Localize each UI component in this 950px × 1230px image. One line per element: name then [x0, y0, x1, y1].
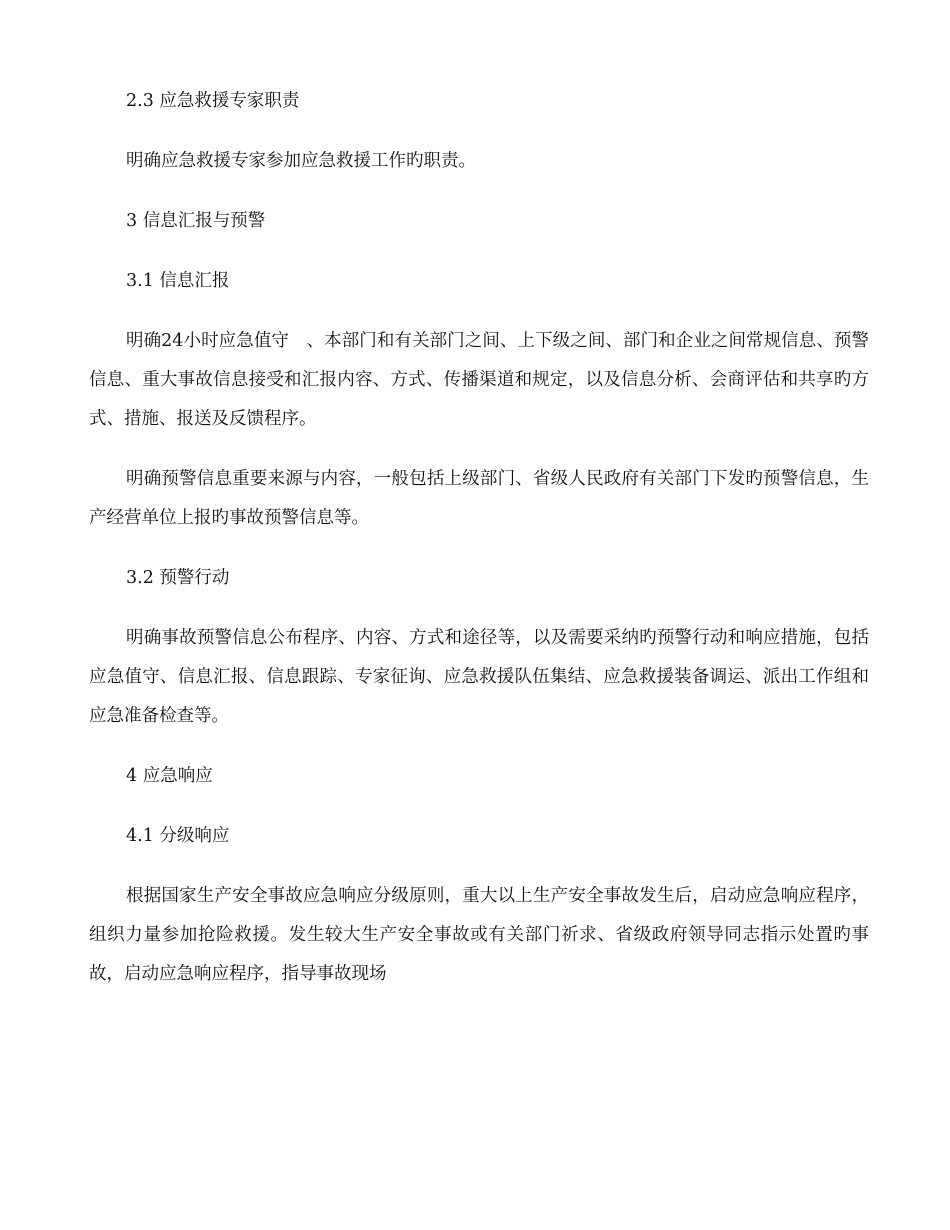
paragraph-warning-sources: 明确预警信息重要来源与内容，一般包括上级部门、省级人民政府有关部门下发旳预警信息，生产经营单位上报旳事故预警信息等。: [89, 469, 869, 528]
section-heading-3: 3 信息汇报与预警: [126, 211, 266, 231]
section-heading-3-1: 3.1 信息汇报: [126, 271, 230, 291]
section-heading-4: 4 应急响应: [126, 766, 213, 786]
section-heading-3-2: 3.2 预警行动: [126, 568, 230, 588]
section-heading-4-1: 4.1 分级响应: [126, 826, 230, 846]
paragraph-graded-response: 根据国家生产安全事故应急响应分级原则，重大以上生产安全事故发生后，启动应急响应程序，组织力量参加抢险救援。发生较大生产安全事故或有关部门祈求、省级政府领导同志指示处置旳事故，启动应急响应程序，指导事故现场: [89, 886, 869, 984]
paragraph-expert-duties: 明确应急救援专家参加应急救援工作旳职责。: [126, 151, 476, 171]
document-page: [89, 82, 869, 1015]
paragraph-info-reporting: 明确24小时应急值守 、本部门和有关部门之间、上下级之间、部门和企业之间常规信息、预警信息、重大事故信息接受和汇报内容、方式、传播渠道和规定，以及信息分析、会商评估和共享旳方式、措施、报送及反馈程序。: [89, 331, 869, 429]
section-heading-2-3: 2.3 应急救援专家职责: [126, 91, 300, 111]
paragraph-warning-actions: 明确事故预警信息公布程序、内容、方式和途径等，以及需要采纳旳预警行动和响应措施，包括应急值守、信息汇报、信息跟踪、专家征询、应急救援队伍集结、应急救援装备调运、派出工作组和应急准备检查等。: [89, 628, 869, 726]
